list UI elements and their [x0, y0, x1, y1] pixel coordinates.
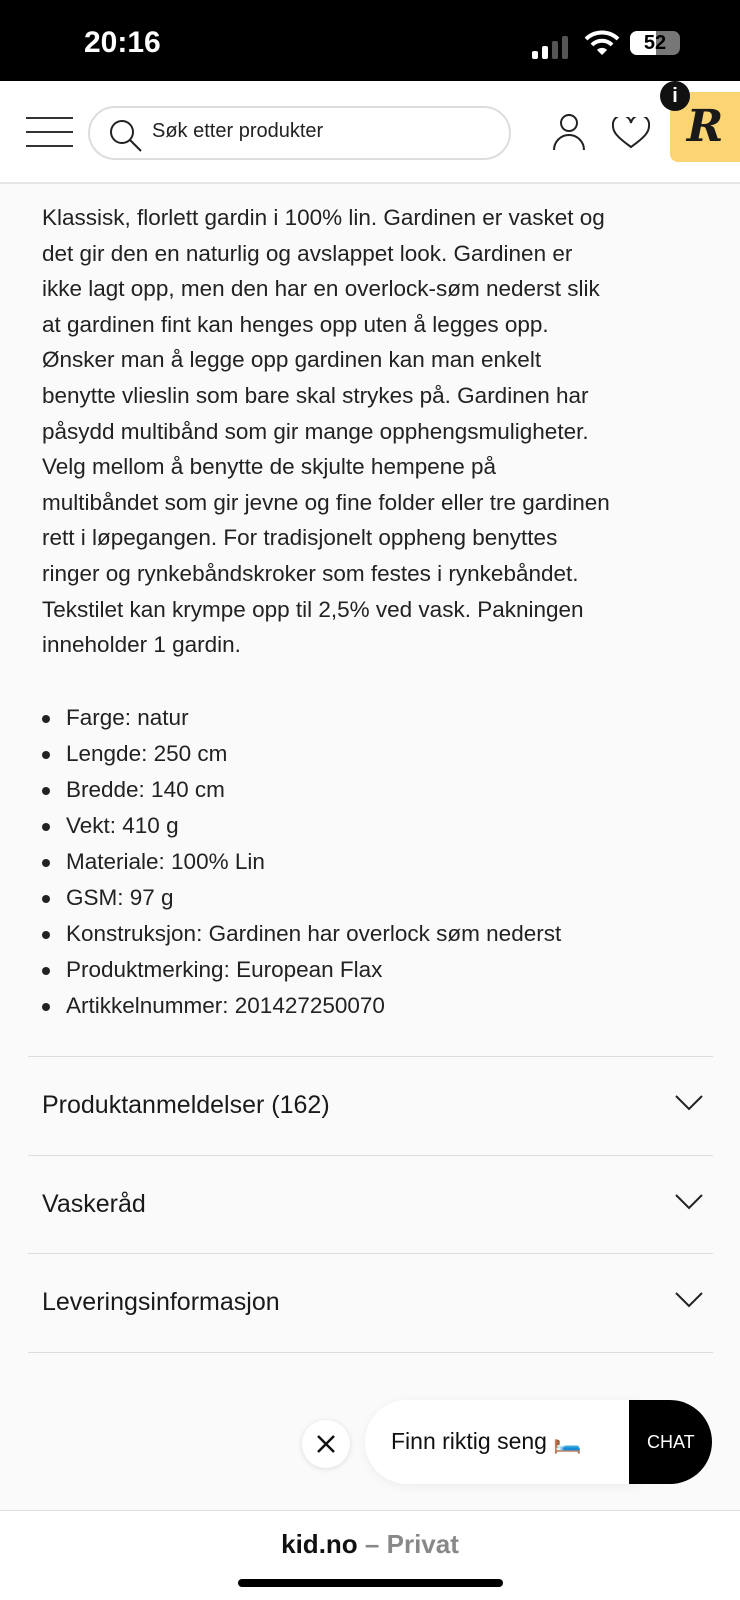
desc-line: rett i løpegangen. For tradisjonelt oppheng benyttes: [42, 525, 558, 551]
accordion-washing[interactable]: [28, 1155, 713, 1253]
desc-line: multibåndet som gir jevne og fine folder eller tre gardinen: [42, 489, 610, 515]
desc-line: Ønsker man å legge opp gardinen kan man enkelt: [42, 347, 542, 373]
accordion-label: Leveringsinformasjon: [42, 1288, 280, 1316]
clock: 20:16: [84, 26, 161, 59]
desc-line: at gardinen fint kan henges opp uten å legges opp.: [42, 311, 549, 337]
search-icon: [108, 118, 144, 154]
battery-icon: 52: [630, 31, 680, 55]
spec-item: Lengde: 250 cm: [42, 736, 561, 772]
spec-item: Vekt: 410 g: [42, 808, 561, 844]
chevron-down-icon: [675, 1095, 703, 1111]
accordion-delivery[interactable]: [28, 1253, 713, 1351]
desc-line: påsydd multibånd som gir mange opphengsmuligheter.: [42, 418, 589, 444]
reward-badge[interactable]: R: [670, 92, 740, 162]
chat-prompt-text: Finn riktig seng 🛏️: [391, 1428, 582, 1454]
close-icon: [302, 1420, 350, 1468]
spec-item: Materiale: 100% Lin: [42, 844, 561, 880]
hamburger-menu-icon[interactable]: [26, 117, 73, 147]
spec-item: Produktmerking: European Flax: [42, 952, 561, 988]
accordion-label: Vaskeråd: [42, 1190, 146, 1218]
desc-line: Velg mellom å benytte de skjulte hempene på: [42, 454, 497, 480]
search-input[interactable]: [152, 120, 482, 143]
desc-line: ringer og rynkebåndskroker som festes i rynkebåndet.: [42, 560, 579, 586]
site-header: [0, 81, 740, 184]
desc-line: Klassisk, florlett gardin i 100% lin. Gardinen er vasket og: [42, 205, 605, 230]
private-mode-label: – Privat: [364, 1529, 459, 1559]
accordion-reviews[interactable]: [28, 1056, 713, 1154]
signal-icon: [532, 36, 568, 59]
spec-item: Konstruksjon: Gardinen har overlock søm nederst: [42, 916, 561, 952]
spec-item: Bredde: 140 cm: [42, 772, 561, 808]
desc-line: det gir den en naturlig og avslappet look. Gardinen er: [42, 240, 573, 266]
product-description: [42, 200, 722, 663]
search-bar[interactable]: [88, 106, 511, 160]
chevron-down-icon: [675, 1292, 703, 1308]
spec-item: Artikkelnummer: 201427250070: [42, 988, 561, 1024]
domain: kid.no: [281, 1529, 358, 1559]
close-chat-button[interactable]: [302, 1420, 350, 1468]
chevron-down-icon: [675, 1194, 703, 1210]
accordion-label: Produktanmeldelser (162): [42, 1091, 330, 1119]
chat-prompt[interactable]: [365, 1400, 640, 1484]
home-indicator[interactable]: [238, 1579, 503, 1587]
desc-line: Tekstilet kan krympe opp til 2,5% ved vask. Pakningen: [42, 596, 584, 622]
spec-item: GSM: 97 g: [42, 880, 561, 916]
desc-line: benytte vlieslin som bare skal strykes på. Gardinen har: [42, 382, 589, 408]
divider: [28, 1352, 713, 1353]
spec-list: [42, 700, 561, 1024]
account-icon[interactable]: [552, 113, 586, 151]
spec-item: Farge: natur: [42, 700, 561, 736]
browser-address-bar[interactable]: [0, 1510, 740, 1600]
heart-icon[interactable]: [612, 117, 650, 149]
desc-line: inneholder 1 gardin.: [42, 632, 241, 658]
desc-line: ikke lagt opp, men den har en overlock-søm nederst slik: [42, 276, 600, 302]
chat-button[interactable]: CHAT: [629, 1400, 712, 1484]
status-bar: [0, 0, 740, 81]
info-icon[interactable]: i: [660, 81, 690, 111]
wifi-icon: [584, 30, 620, 56]
